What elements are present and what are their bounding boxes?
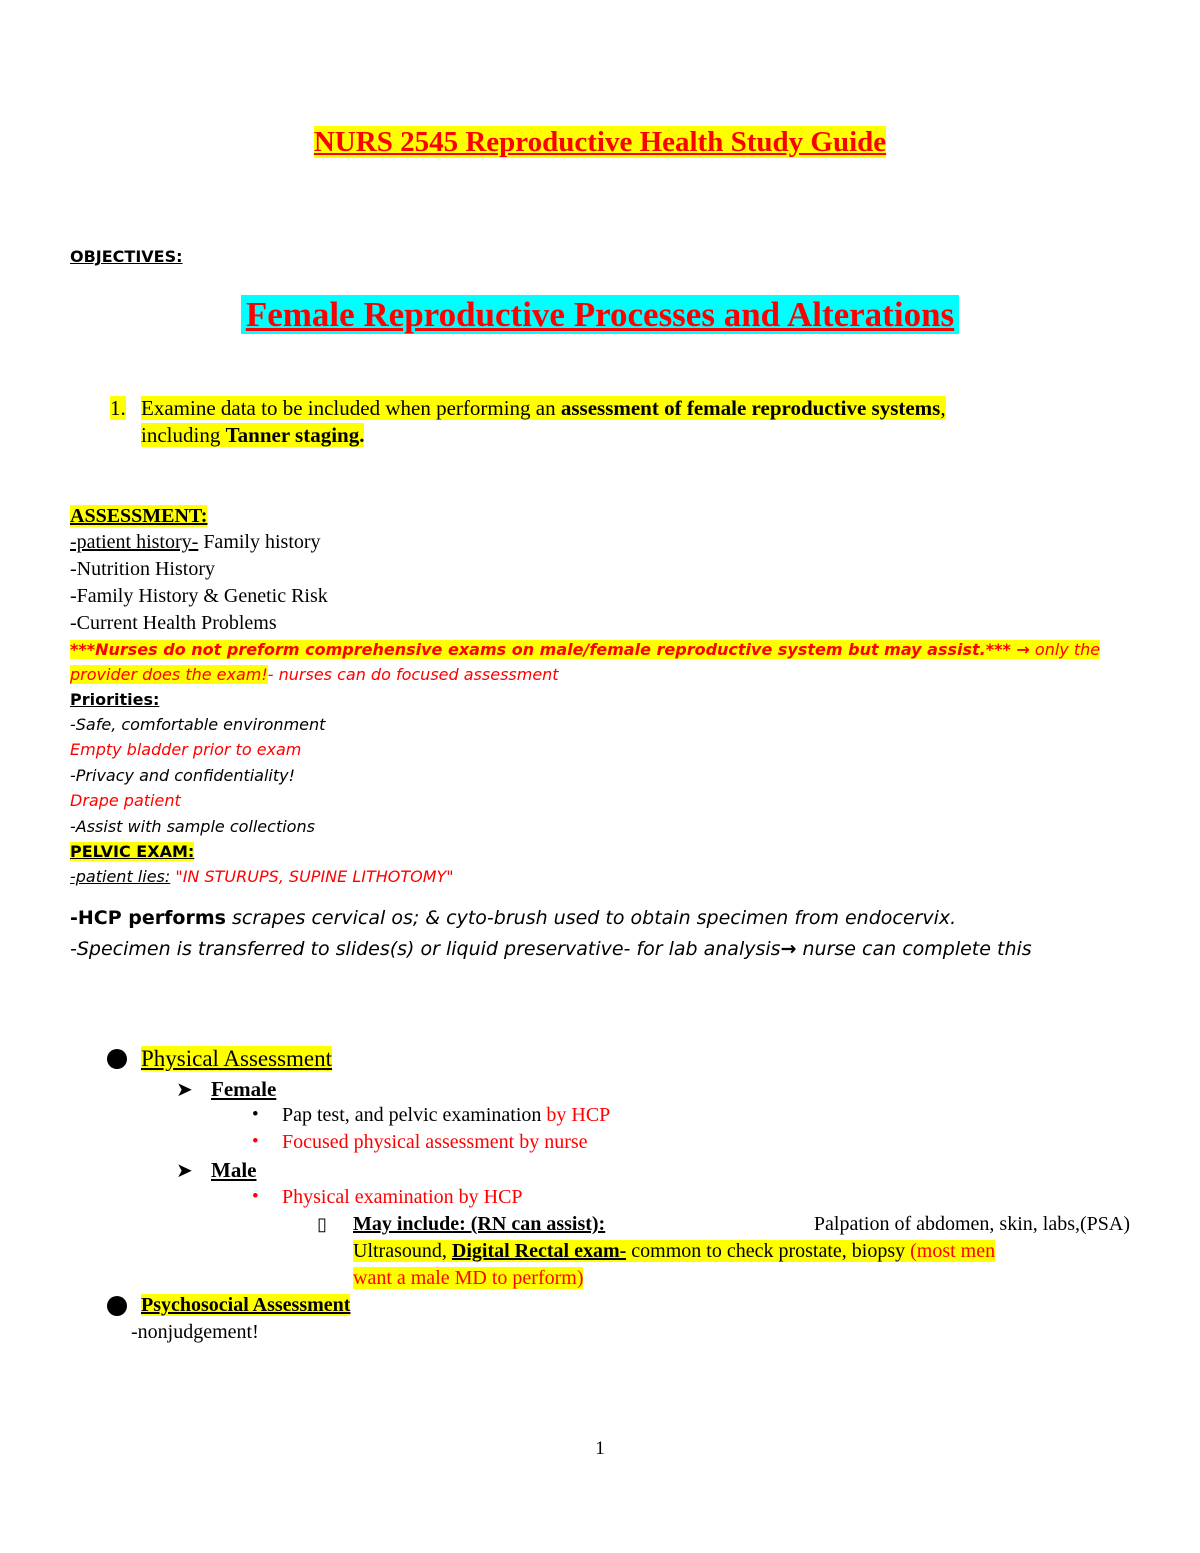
priorities-label: Priorities: [70, 690, 160, 709]
document-title-row [0, 126, 1200, 159]
priority-item: -Safe, comfortable environment [70, 715, 326, 734]
document-title: NURS 2545 Reproductive Health Study Guide [313, 126, 887, 158]
pelvic-label-row [70, 842, 194, 861]
assessment-label: ASSESSMENT: [70, 505, 208, 527]
assessment-line-1: -patient history- Family history [70, 531, 321, 553]
male-item: Physical examination by HCP [282, 1186, 523, 1208]
male-subitem-line-3: want a male MD to perform) [353, 1267, 584, 1289]
female-item: Focused physical assessment by nurse [282, 1131, 588, 1153]
physical-label: Physical Assessment [141, 1046, 333, 1071]
assessment-note-line-1: ***Nurses do not preform comprehensive exams on male/female reproductive system but may assist.*** → only the [70, 640, 1101, 659]
psychosocial-line: -nonjudgement! [131, 1321, 259, 1343]
male-label: Male [211, 1158, 257, 1182]
pelvic-specimen-line: -Specimen is transferred to slides(s) or liquid preservative- for lab analysis→ nurse can complete this [70, 938, 1032, 960]
male-subitem-line-1: May include: (RN can assist): Palpation of abdomen, skin, labs,(PSA) [353, 1213, 1130, 1235]
pelvic-lies-line: -patient lies: "IN STURUPS, SUPINE LITHOTOMY" [70, 867, 454, 886]
assessment-line-2: -Nutrition History [70, 558, 215, 580]
bullet-icon: • [252, 1104, 259, 1125]
page-number: 1 [595, 1438, 605, 1459]
female-item: Pap test, and pelvic examination by HCP [282, 1104, 611, 1126]
assessment-label-row [70, 505, 207, 528]
assessment-note-line-2: provider does the exam!- nurses can do focused assessment [70, 665, 559, 684]
bullet-dot-icon [107, 1296, 127, 1321]
priority-item: -Assist with sample collections [70, 817, 315, 836]
bullet-dot-icon [107, 1049, 127, 1074]
section-title-row [0, 295, 1200, 335]
psychosocial-label-row [141, 1294, 350, 1317]
arrowhead-icon: ➤ [176, 1160, 193, 1182]
arrow-right-icon: → [1016, 640, 1030, 659]
assessment-line-3: -Family History & Genetic Risk [70, 585, 328, 607]
bullet-icon: • [252, 1186, 259, 1207]
arrowhead-icon: ➤ [176, 1079, 193, 1101]
section-title: Female Reproductive Processes and Alterations [241, 295, 959, 334]
objective-line-2: including Tanner staging. [141, 423, 365, 447]
physical-label-row [141, 1046, 332, 1072]
assessment-line-4: -Current Health Problems [70, 612, 277, 634]
bullet-icon: • [252, 1131, 259, 1152]
male-subitem-line-2: Ultrasound, Digital Rectal exam- common to check prostate, biopsy (most men [353, 1240, 996, 1262]
pelvic-label: PELVIC EXAM: [70, 842, 195, 861]
psychosocial-label: Psychosocial Assessment [141, 1294, 351, 1316]
objectives-label: OBJECTIVES: [70, 247, 183, 266]
arrow-right-icon: → [780, 938, 797, 960]
female-label: Female [211, 1077, 277, 1101]
checkbox-glyph-icon: ▯ [317, 1214, 327, 1234]
objective-line-1: Examine data to be included when performing an assessment of female reproductive systems, [141, 396, 946, 420]
objective-number: 1. [110, 396, 126, 420]
priority-item: Drape patient [70, 791, 181, 810]
pelvic-hcp-line: -HCP performs scrapes cervical os; & cyto-brush used to obtain specimen from endocervix. [70, 907, 957, 929]
priority-item: Empty bladder prior to exam [70, 740, 302, 759]
priority-item: -Privacy and confidentiality! [70, 766, 296, 785]
